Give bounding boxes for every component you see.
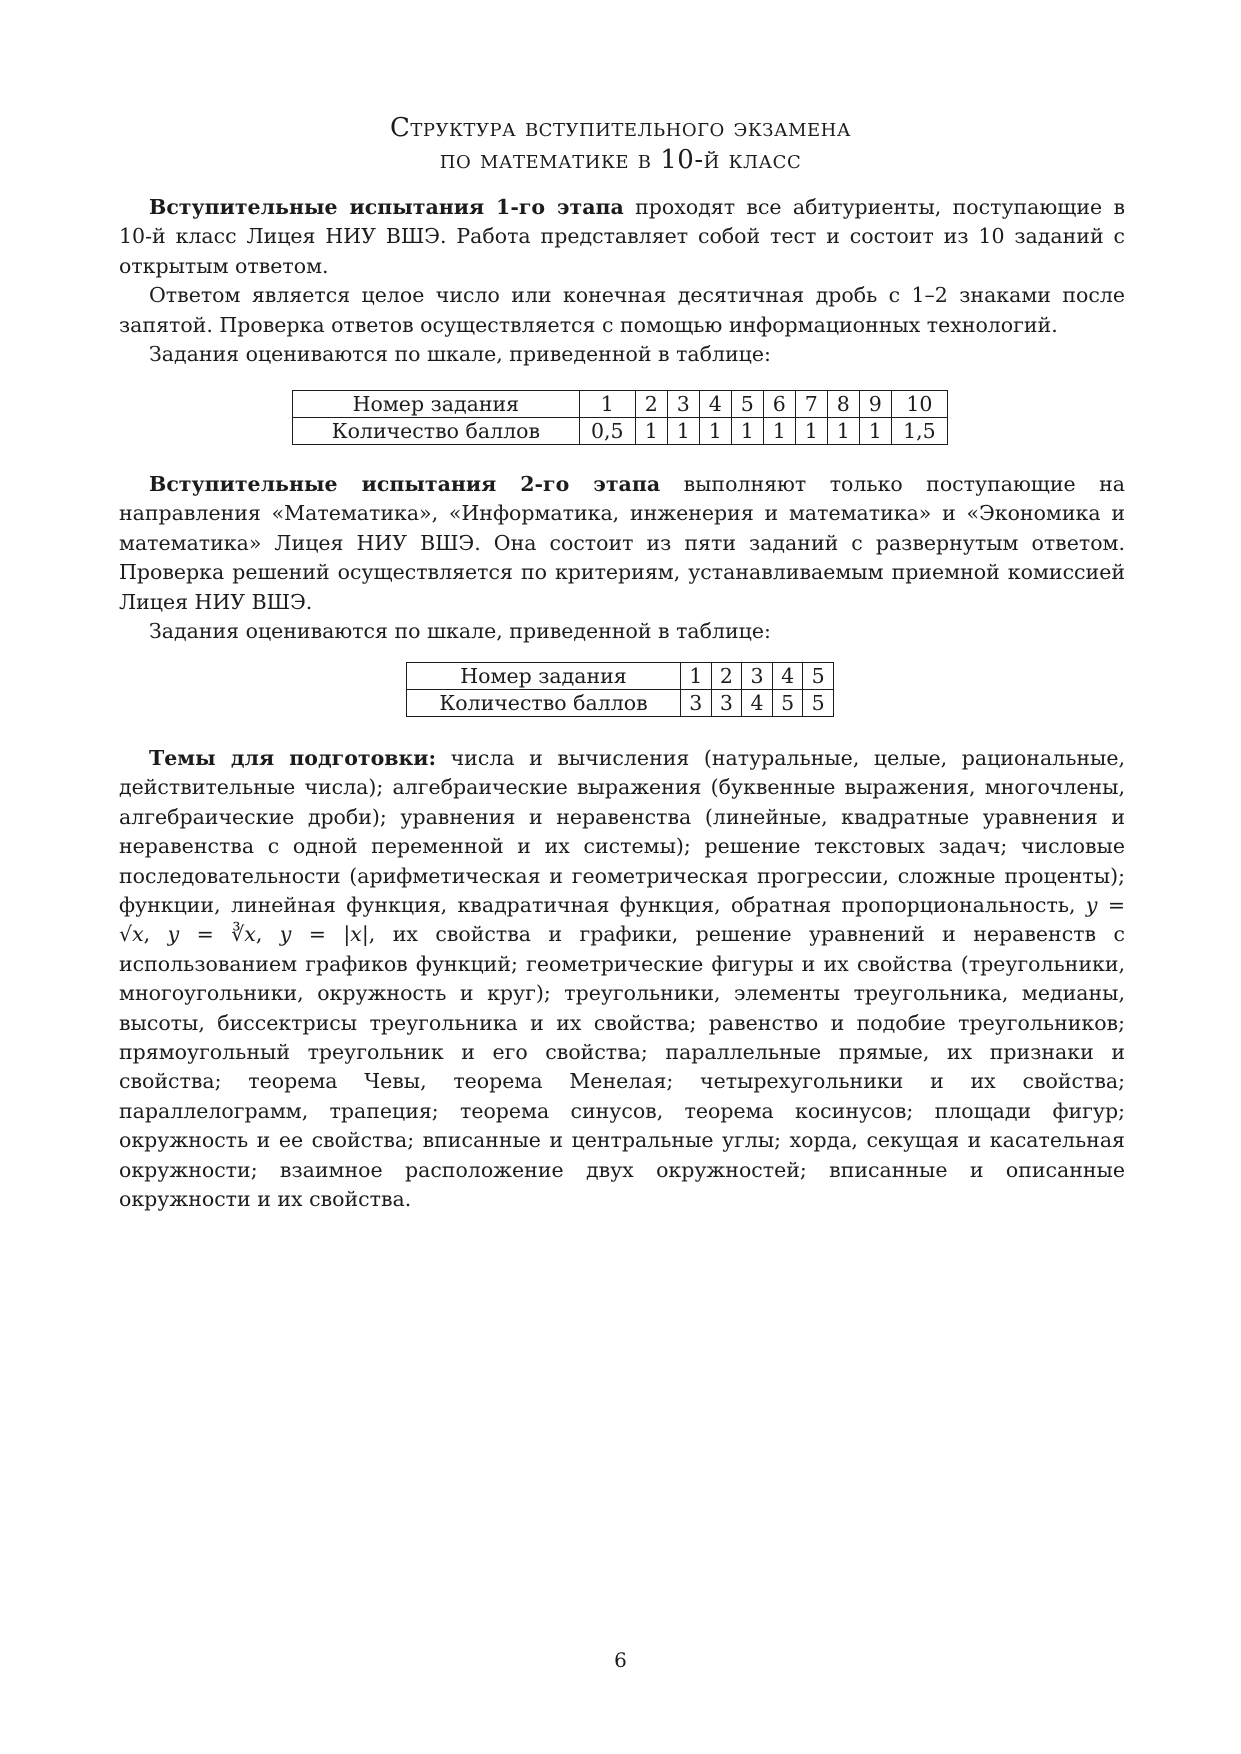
topics-text-part-2: , их свойства и графики, решение уравнений и неравенств с использованием графиков функций; геометрические фигуры и их свойства (треугольники, многоугольники, окружность и круг); треугольники, элементы треугольника, медианы, высоты, биссектрисы треугольника и их свойства; равенство и подобие треугольников; прямоугольный треугольник и его свойства; параллельные прямые, их признаки и свойства; теорема Чевы, теорема Менелая; четырехугольники и их свойства; параллелограмм, трапеция; теорема синусов, теорема косинусов; площади фигур; окружность и ее свойства; вписанные и центральные углы; хорда, секущая и касательная окружности; взаимное расположение двух окружностей; вписанные и описанные окружности и их свойства.	[119, 922, 1125, 1212]
table2-points-cell: 3	[711, 690, 742, 717]
table2-task-cell: 2	[711, 663, 742, 690]
topics-text-part-1: числа и вычисления (натуральные, целые, рациональные, действительные числа); алгебраические выражения (буквенные выражения, многочлены, алгебраические дроби); уравнения и неравенства (линейные, квадратные уравнения и неравенства с одной переменной и их системы); решение текстовых задач; числовые последовательности (арифметическая и геометрическая прогрессии, сложные проценты); функции, линейная функция, квадратичная функция, обратная пропорциональность,	[119, 746, 1125, 918]
stage2-heading: Вступительные испытания 2-го этапа	[149, 472, 661, 496]
stage2-paragraph-2: Задания оцениваются по шкале, приведенной в таблице:	[149, 619, 771, 644]
stage1-section	[119, 193, 1125, 369]
table1-points-cell: 1	[859, 418, 891, 445]
table1-task-cell: 7	[795, 391, 827, 418]
table1-task-cell: 10	[891, 391, 947, 418]
table1-task-cell: 3	[667, 391, 699, 418]
table1-task-cell: 1	[579, 391, 635, 418]
table1-points-cell: 1,5	[891, 418, 947, 445]
table1-points-cell: 1	[763, 418, 795, 445]
table1-task-cell: 8	[827, 391, 859, 418]
stage2-section	[119, 470, 1125, 646]
stage1-paragraph-2: Ответом является целое число или конечная десятичная дробь с 1–2 знаками после запятой. Проверка ответов осуществляется с помощью информационных технологий.	[119, 283, 1125, 337]
table2-points-cell: 3	[681, 690, 712, 717]
topics-paragraph: Темы для подготовки: числа и вычисления (натуральные, целые, рациональные, действительные числа); алгебраические выражения (буквенные выражения, многочлены, алгебраические дроби); уравнения и неравенства (линейные, квадратные уравнения и неравенства с одной переменной и их системы); решение текстовых задач; числовые последовательности (арифметическая и геометрическая прогрессии, сложные проценты); функции, линейная функция, квадратичная функция, обратная пропорциональность, y = √x, y = ∛x, y = |x|, их свойства и графики, решение уравнений и неравенств с использованием графиков функций; геометрические фигуры и их свойства (треугольники, многоугольники, окружность и круг); треугольники, элементы треугольника, медианы, высоты, биссектрисы треугольника и их свойства; равенство и подобие треугольников; прямоугольный треугольник и его свойства; параллельные прямые, их признаки и свойства; теорема Чевы, теорема Менелая; четырехугольники и их свойства; параллелограмм, трапеция; теорема синусов, теорема косинусов; площади фигур; окружность и ее свойства; вписанные и центральные углы; хорда, секущая и касательная окружности; взаимное расположение двух окружностей; вписанные и описанные окружности и их свойства.	[119, 746, 1125, 1212]
formula-cbrt: y = ∛x	[167, 922, 256, 947]
stage1-paragraph-1	[119, 193, 1125, 281]
table2-task-cell: 4	[772, 663, 803, 690]
table2-task-cell: 1	[681, 663, 712, 690]
table1-task-cell: 6	[763, 391, 795, 418]
stage1-score-table	[292, 390, 948, 445]
page-title-line-1: Структура вступительного экзамена	[389, 113, 852, 143]
stage1-heading: Вступительные испытания 1-го этапа	[149, 195, 624, 219]
table2-task-cell: 3	[742, 663, 773, 690]
formula-sqrt: y = √x	[119, 893, 1125, 947]
table1-points-cell: 1	[667, 418, 699, 445]
table-row	[407, 690, 834, 717]
table2-points-cell: 4	[742, 690, 773, 717]
table2-points-cell: 5	[772, 690, 803, 717]
table2-points-cell: 5	[803, 690, 834, 717]
formula-abs: y = |x|	[279, 922, 369, 947]
topics-section	[119, 744, 1125, 1215]
stage2-paragraph-1	[119, 470, 1125, 617]
table-row	[293, 391, 948, 418]
table-row	[407, 663, 834, 690]
table-row	[293, 418, 948, 445]
table1-task-cell: 9	[859, 391, 891, 418]
stage2-paragraph-1-text: выполняют только поступающие на направления «Математика», «Информатика, инженерия и математика» и «Экономика и математика» Лицея НИУ ВШЭ. Она состоит из пяти заданий с развернутым ответом. Проверка решений осуществляется по критериям, устанавливаемым приемной комиссией Лицея НИУ ВШЭ.	[119, 472, 1125, 614]
table1-task-cell: 2	[635, 391, 667, 418]
table2-task-label: Номер задания	[407, 663, 681, 690]
table1-points-cell: 1	[795, 418, 827, 445]
topics-heading: Темы для подготовки:	[149, 746, 437, 770]
table1-points-cell: 1	[827, 418, 859, 445]
table1-task-cell: 4	[699, 391, 731, 418]
table1-task-label: Номер задания	[293, 391, 580, 418]
page-title-line-2: по математике в 10-й класс	[439, 145, 802, 175]
table1-points-cell: 1	[699, 418, 731, 445]
stage2-score-table	[406, 662, 834, 717]
table1-points-label: Количество баллов	[293, 418, 580, 445]
table1-points-cell: 1	[635, 418, 667, 445]
table1-points-cell: 0,5	[579, 418, 635, 445]
table1-points-cell: 1	[731, 418, 763, 445]
table1-task-cell: 5	[731, 391, 763, 418]
table2-points-label: Количество баллов	[407, 690, 681, 717]
stage1-paragraph-1-text: проходят все абитуриенты, поступающие в 10-й класс Лицея НИУ ВШЭ. Работа представляет собой тест и состоит из 10 заданий с открытым ответом.	[119, 195, 1125, 278]
table2-task-cell: 5	[803, 663, 834, 690]
page-number: 6	[614, 1648, 627, 1672]
stage1-paragraph-3: Задания оцениваются по шкале, приведенной в таблице:	[149, 342, 771, 367]
